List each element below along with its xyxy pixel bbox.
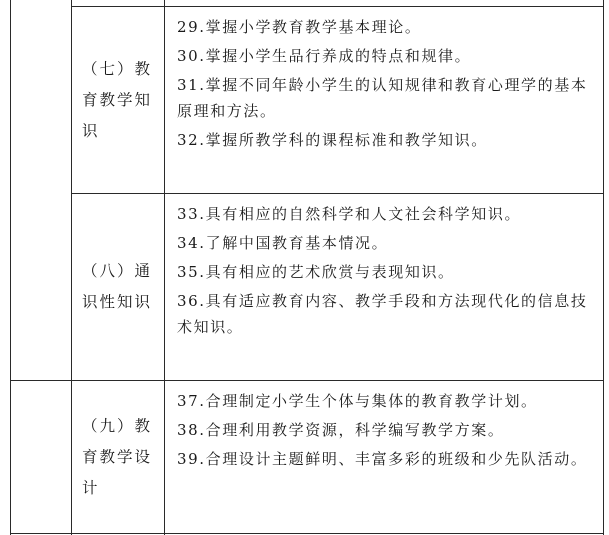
domain-cell-9 — [72, 381, 164, 533]
domain-cell-8 — [72, 194, 164, 380]
standard-item-36: 36.具有适应教育内容、教学手段和方法现代化的信息技术知识。 — [177, 292, 588, 336]
row-divider-bottom — [10, 533, 604, 534]
standard-item-34: 34.了解中国教育基本情况。 — [177, 234, 389, 252]
items-cell-9 — [165, 388, 603, 533]
domain-label-8: （八）通识性知识 — [82, 262, 153, 311]
standard-item-37: 37.合理制定小学生个体与集体的教育教学计划。 — [177, 392, 538, 410]
items-cell-8 — [165, 201, 603, 380]
col-divider-left — [10, 0, 11, 535]
standard-item-31: 31.掌握不同年龄小学生的认知规律和教育心理学的基本原理和方法。 — [177, 76, 588, 120]
standard-item-39: 39.合理设计主题鲜明、丰富多彩的班级和少先队活动。 — [177, 450, 588, 468]
standard-item-38: 38.合理利用教学资源，科学编写教学方案。 — [177, 421, 505, 439]
domain-cell-7 — [72, 7, 164, 193]
domain-label-7: （七）教育教学知识 — [82, 59, 153, 140]
standard-item-30: 30.掌握小学生品行养成的特点和规律。 — [177, 47, 472, 65]
standard-item-35: 35.具有相应的艺术欣赏与表现知识。 — [177, 263, 455, 281]
items-cell-7 — [165, 14, 603, 193]
standard-item-29: 29.掌握小学教育教学基本理论。 — [177, 18, 422, 36]
col-divider-right — [603, 0, 604, 535]
standard-item-33: 33.具有相应的自然科学和人文社会科学知识。 — [177, 205, 522, 223]
standard-item-32: 32.掌握所教学科的课程标准和教学知识。 — [177, 131, 488, 149]
domain-label-9: （九）教育教学设计 — [82, 416, 153, 497]
